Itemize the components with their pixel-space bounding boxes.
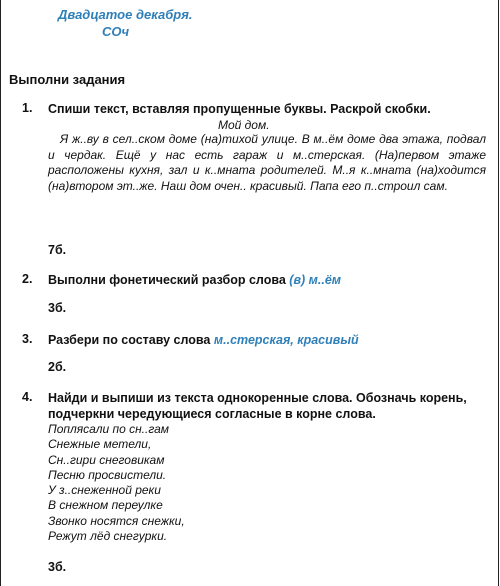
- poem-line: Поплясали по сн..гам: [48, 422, 170, 436]
- poem-line: Снежные метели,: [48, 437, 152, 452]
- task-3-words: м..стерская, красивый: [213, 333, 359, 347]
- task-2-number: 2.: [22, 272, 33, 286]
- task-1-text-title: Мой дом.: [218, 118, 270, 132]
- task-2-prompt-line: [48, 272, 500, 288]
- poem-line: У з..снеженной реки: [48, 483, 161, 498]
- task-1-points: 7б.: [48, 243, 67, 257]
- task-1-prompt: Спиши текст, вставляя пропущенные буквы. Раскрой скобки.: [48, 102, 431, 116]
- task-4-number: 4.: [22, 390, 33, 404]
- task-3-points: 2б.: [48, 360, 67, 374]
- poem-line: В снежном переулке: [48, 498, 163, 513]
- task-4-poem: [48, 422, 185, 544]
- task-3-prompt: Разбери по составу слова: [48, 333, 211, 347]
- poem-line: Режут лёд снегурки.: [48, 529, 168, 544]
- task-3-number: 3.: [22, 332, 33, 346]
- task-3-prompt-line: [48, 332, 500, 348]
- header-type: СОч: [102, 24, 130, 39]
- task-4-points: 3б.: [48, 560, 67, 574]
- header-date: Двадцатое декабря.: [58, 7, 193, 22]
- task-2-prompt: Выполни фонетический разбор слова: [48, 273, 286, 287]
- task-2-word: (в) м..ём: [289, 273, 342, 287]
- section-title: Выполни задания: [9, 72, 126, 87]
- poem-line: Песню просвистели.: [48, 467, 167, 482]
- poem-line: Звонко носятся снежки,: [48, 513, 185, 528]
- task-2-points: 3б.: [48, 301, 67, 315]
- worksheet-header: [58, 6, 192, 40]
- task-4-prompt: Найди и выпиши из текста однокоренные слова. Обозначь корень, подчеркни чередующиеся согласные в корне слова.: [48, 391, 467, 421]
- poem-line: Сн..гири снеговикам: [48, 452, 165, 467]
- task-1-number: 1.: [22, 101, 33, 115]
- task-1-text: Я ж..ву в сел..ском доме (на)тихой улице. В м..ём доме два этажа, подвал и чердак. Ещё у нас есть гараж и м..стерская. (На)первом этаже расположены кухня, зал и к..мната родителей. М..я к..мната (на)ходится (на)втором эт..же. Наш дом очен.. красивый. Папа его п..строил сам.: [48, 132, 486, 193]
